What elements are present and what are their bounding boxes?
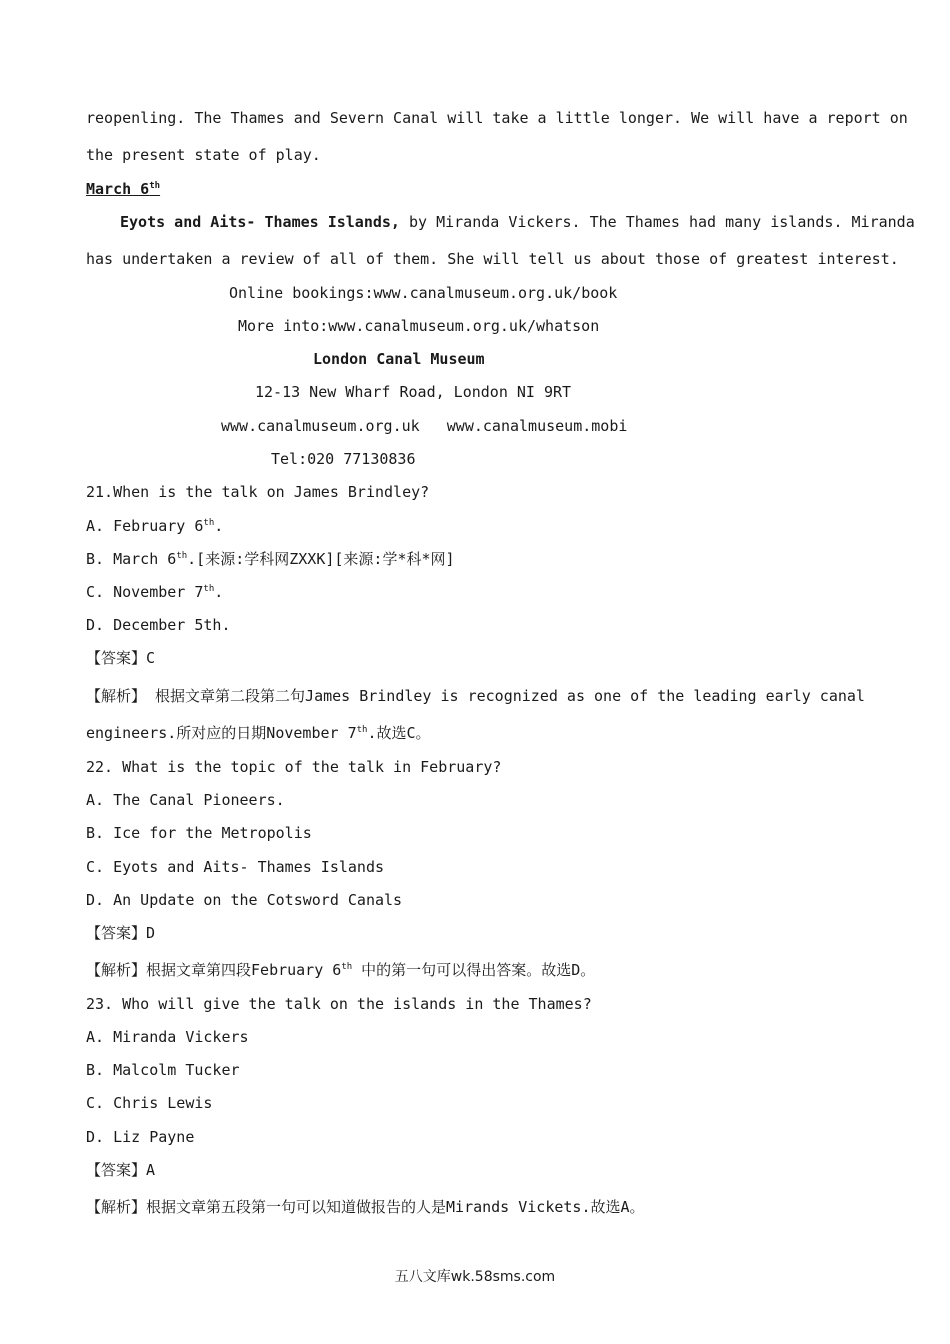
q21-option-c: C. November 7th.	[86, 583, 224, 601]
q21-option-a: A. February 6th.	[86, 517, 224, 535]
q23-option-a: A. Miranda Vickers	[86, 1028, 249, 1046]
q23-option-d: D. Liz Payne	[86, 1128, 195, 1146]
q23-question: 23. Who will give the talk on the islands in the Thames?	[86, 995, 592, 1013]
q22-question: 22. What is the topic of the talk in February?	[86, 758, 502, 776]
q23-answer: 【答案】A	[86, 1161, 156, 1179]
q23-option-b: B. Malcolm Tucker	[86, 1061, 240, 1079]
q21-analysis-line-1: 【解析】 根据文章第二段第二句James Brindley is recognized as one of the leading early canal	[86, 687, 865, 705]
q21-analysis-line-2: engineers.所对应的日期November 7th.故选C。	[86, 724, 431, 742]
q21-option-b: B. March 6th.[来源:学科网ZXXK][来源:学*科*网]	[86, 550, 455, 568]
museum-websites: www.canalmuseum.org.uk www.canalmuseum.mobi	[221, 417, 628, 435]
q22-analysis: 【解析】根据文章第四段February 6th 中的第一句可以得出答案。故选D。	[86, 961, 596, 979]
date-heading	[86, 179, 864, 199]
q21-question: 21.When is the talk on James Brindley?	[86, 483, 430, 501]
talk-paragraph-line-2: has undertaken a review of all of them. She will tell us about those of greatest interest.	[86, 250, 899, 268]
passage-line-1: reopenling. The Thames and Severn Canal will take a little longer. We will have a report on	[86, 109, 908, 127]
passage-line-2: the present state of play.	[86, 146, 321, 164]
q22-option-d: D. An Update on the Cotsword Canals	[86, 891, 403, 909]
q21-answer: 【答案】C	[86, 649, 156, 667]
museum-tel: Tel:020 77130836	[271, 450, 416, 468]
museum-address: 12-13 New Wharf Road, London NI 9RT	[255, 383, 572, 401]
q22-option-c: C. Eyots and Aits- Thames Islands	[86, 858, 385, 876]
q23-option-c: C. Chris Lewis	[86, 1094, 213, 1112]
q22-answer: 【答案】D	[86, 924, 156, 942]
date-heading-text: March 6th	[86, 180, 161, 198]
q22-option-b: B. Ice for the Metropolis	[86, 824, 312, 842]
talk-paragraph-line-1	[86, 212, 915, 232]
online-bookings: Online bookings:www.canalmuseum.org.uk/book	[229, 284, 618, 302]
q21-option-d: D. December 5th.	[86, 616, 231, 634]
q23-analysis: 【解析】根据文章第五段第一句可以知道做报告的人是Mirands Vickets.故选A。	[86, 1198, 645, 1216]
q22-option-a: A. The Canal Pioneers.	[86, 791, 285, 809]
more-info: More into:www.canalmuseum.org.uk/whatson	[238, 317, 600, 335]
talk-desc-1: by Miranda Vickers. The Thames had many islands. Miranda	[399, 213, 915, 231]
footer-watermark: 五八文库wk.58sms.com	[394, 1269, 556, 1285]
museum-name: London Canal Museum	[313, 350, 485, 368]
talk-title: Eyots and Aits- Thames Islands,	[120, 213, 400, 231]
